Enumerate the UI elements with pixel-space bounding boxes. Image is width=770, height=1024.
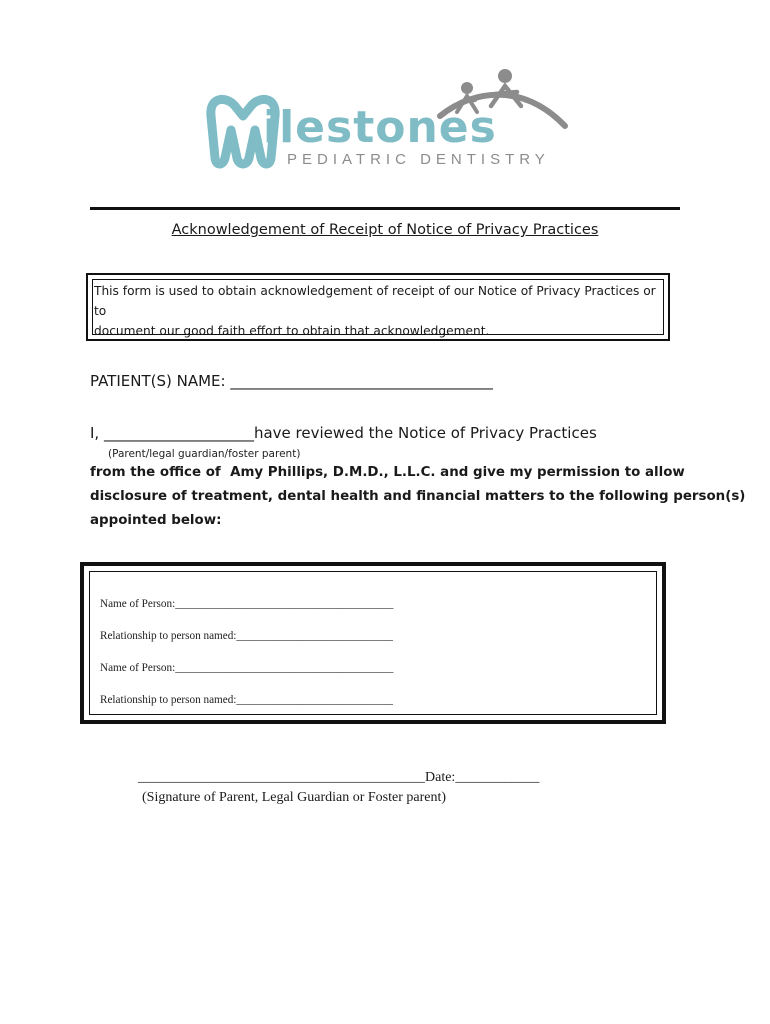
patient-name-field[interactable]: PATIENT(S) NAME: ___________________________________: [90, 372, 493, 390]
relationship-field-1[interactable]: Relationship to person named:____________________________: [100, 630, 394, 642]
logo-wordmark: ilestones: [263, 102, 497, 153]
intro-box: [86, 273, 670, 341]
intro-text: [94, 281, 664, 341]
appointed-below-line: appointed below:: [90, 513, 222, 528]
intro-line-1: This form is used to obtain acknowledgement of receipt of our Notice of Privacy Practices or to: [94, 284, 656, 318]
intro-line-2: document our good faith effort to obtain that acknowledgement.: [94, 324, 490, 338]
signature-caption: (Signature of Parent, Legal Guardian or Foster parent): [142, 790, 447, 805]
document-title: Acknowledgement of Receipt of Notice of Privacy Practices: [171, 222, 599, 238]
disclosure-line: disclosure of treatment, dental health and financial matters to the following person(s): [90, 489, 746, 504]
office-permission-line: from the office of Amy Phillips, D.M.D., L.L.C. and give my permission to allow: [90, 465, 685, 480]
person-name-field-2[interactable]: Name of Person:_______________________________________: [100, 662, 394, 674]
logo-subtitle: PEDIATRIC DENTISTRY: [287, 151, 550, 168]
header-divider: [90, 207, 680, 210]
authorized-persons-box: [80, 562, 666, 724]
acknowledger-name-field[interactable]: I, ____________________have reviewed the Notice of Privacy Practices: [90, 424, 597, 442]
milestones-logo: [205, 66, 575, 176]
signature-date-field[interactable]: _________________________________________Date:____________: [138, 770, 540, 785]
persons-box-inner-border: [89, 571, 657, 715]
guardian-note: (Parent/legal guardian/foster parent): [108, 448, 301, 460]
person-name-field-1[interactable]: Name of Person:_______________________________________: [100, 598, 394, 610]
relationship-field-2[interactable]: Relationship to person named:____________________________: [100, 694, 394, 706]
